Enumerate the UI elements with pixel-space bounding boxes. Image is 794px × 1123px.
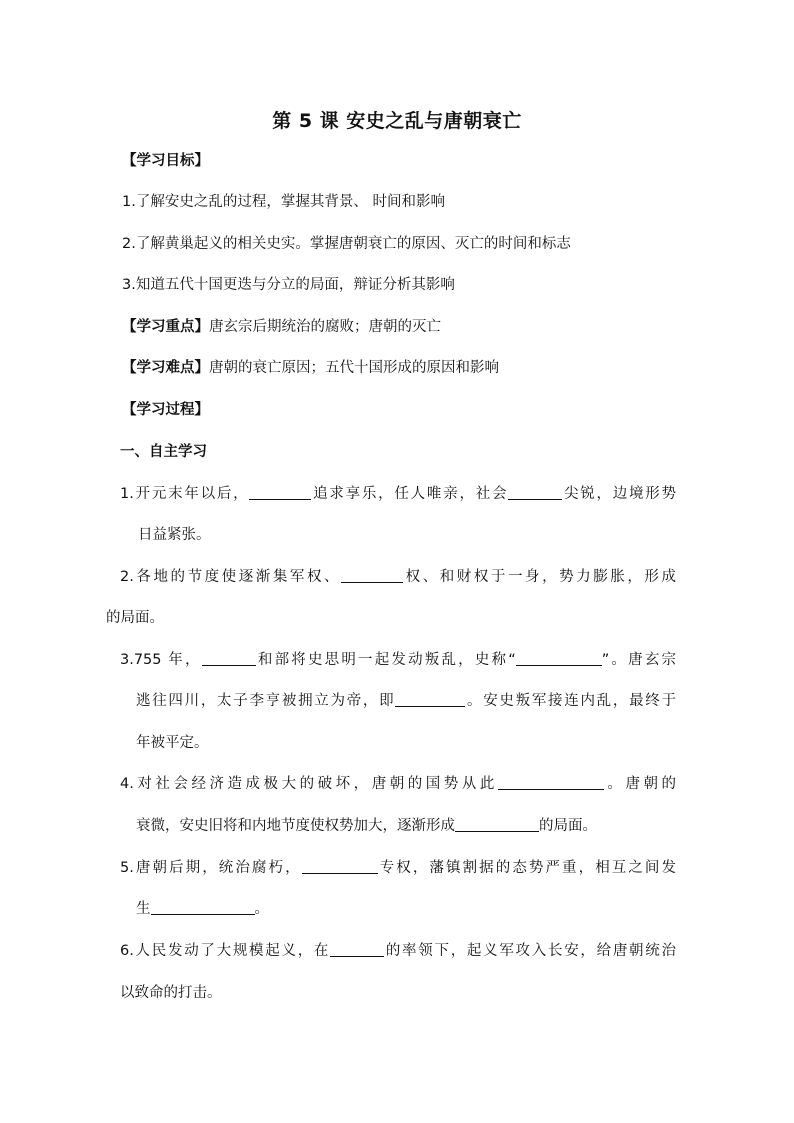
difficult-points [122, 358, 499, 378]
key-points [122, 317, 441, 337]
q1-text-c: 尖锐，边境形势 [562, 486, 677, 502]
q3-blank-3[interactable] [395, 692, 465, 707]
q3-blank-1[interactable] [202, 651, 256, 666]
q6-text-a: 6.人民发动了大规模起义，在 [120, 943, 331, 959]
q5-text-b: 专权，藩镇割据的态势严重，相互之间发 [377, 860, 676, 876]
q4-blank-2[interactable] [455, 817, 539, 832]
difficult-points-text: 唐朝的衰亡原因；五代十国形成的原因和影响 [209, 360, 499, 376]
objective-1: 1.了解安史之乱的过程，掌握其背景、 时间和影响 [122, 194, 445, 210]
question-3-line-2 [136, 691, 676, 711]
q3-text-c: ”。唐玄宗 [601, 652, 677, 668]
q5-text-a: 5.唐朝后期，统治腐朽， [120, 860, 302, 876]
objective-2: 2.了解黄巢起义的相关史实。掌握唐朝衰亡的原因、灭亡的时间和标志 [122, 236, 571, 252]
q5-text-c: 生 [136, 901, 151, 917]
lesson-title: 第 5 课 安史之乱与唐朝衰亡 [272, 110, 522, 132]
q3-text-b: 和部将史思明一起发动叛乱，史称“ [255, 652, 516, 668]
question-4-line-1 [120, 774, 676, 794]
question-4-line-2 [136, 816, 597, 836]
question-1-line-2: 日益紧张。 [138, 527, 211, 543]
q6-blank-1[interactable] [330, 942, 384, 957]
q3-text-a: 3.755 年， [120, 652, 202, 668]
q1-blank-2[interactable] [508, 485, 562, 500]
question-2-line-2: 的局面。 [106, 610, 164, 626]
q4-text-b: 。唐朝的 [603, 776, 676, 792]
q4-text-d: 的局面。 [539, 818, 597, 834]
question-6-line-2: 以致命的打击。 [120, 985, 222, 1001]
process-heading: 【学习过程】 [122, 402, 209, 418]
q1-text-b: 追求享乐，任人唯亲，社会 [311, 486, 509, 502]
key-points-label: 【学习重点】 [122, 319, 209, 335]
q3-text-d: 逃往四川，太子李亨被拥立为帝，即 [136, 693, 396, 709]
q2-text-a: 2.各地的节度使逐渐集军权、 [120, 569, 342, 585]
q1-text-a: 1.开元末年以后， [120, 486, 250, 502]
question-5-line-2 [136, 899, 269, 919]
key-points-text: 唐玄宗后期统治的腐败；唐朝的灭亡 [209, 319, 441, 335]
difficult-points-label: 【学习难点】 [122, 360, 209, 376]
question-3-line-1 [120, 650, 676, 670]
question-5-line-1 [120, 858, 676, 878]
objectives-heading: 【学习目标】 [122, 153, 209, 169]
q2-text-b: 权、和财权于一身，势力膨胀，形成 [403, 569, 676, 585]
q5-blank-1[interactable] [302, 859, 378, 874]
q1-blank-1[interactable] [249, 485, 311, 500]
q5-text-d: 。 [254, 901, 269, 917]
objective-3: 3.知道五代十国更迭与分立的局面，辩证分析其影响 [122, 277, 455, 293]
q4-blank-1[interactable] [498, 775, 604, 790]
q3-text-e: 。安史叛军接连内乱，最终于 [465, 693, 677, 709]
section-heading: 一、自主学习 [120, 444, 207, 460]
question-6-line-1 [120, 941, 676, 961]
question-3-line-3: 年被平定。 [136, 735, 209, 751]
q3-blank-2[interactable] [516, 651, 602, 666]
question-2-line-1 [120, 567, 676, 587]
q6-text-b: 的率领下，起义军攻入长安，给唐朝统治 [384, 943, 676, 959]
question-1-line-1 [120, 484, 676, 504]
q5-blank-2[interactable] [151, 900, 255, 915]
q2-blank-1[interactable] [341, 568, 403, 583]
q4-text-c: 衰微，安史旧将和内地节度使权势加大，逐渐形成 [136, 818, 455, 834]
q4-text-a: 4.对社会经济造成极大的破坏，唐朝的国势从此 [120, 776, 498, 792]
